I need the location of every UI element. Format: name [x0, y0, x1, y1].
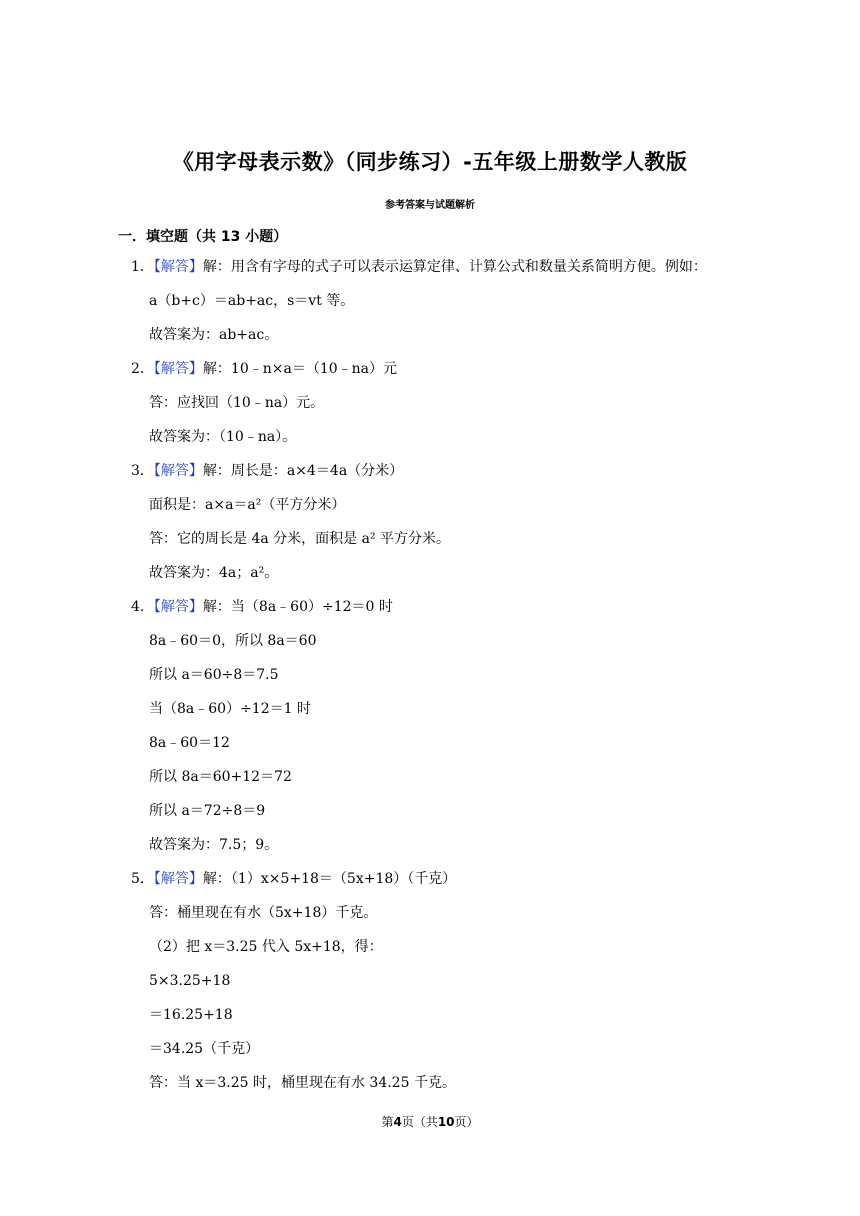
answer-line: 故答案为：ab+ac。 [149, 327, 279, 343]
answer-line-q4 [131, 598, 393, 616]
page-footer [0, 1113, 860, 1130]
answer-line: ＝34.25（千克） [149, 1041, 260, 1057]
answer-text: 解：当（8a﹣60）÷12＝0 时 [202, 599, 393, 615]
answer-line-q1 [131, 258, 707, 276]
question-number: 3． [131, 463, 154, 479]
answer-line: 答：它的周长是 4a 分米，面积是 a² 平方分米。 [149, 531, 451, 547]
footer-middle: 页（共 [401, 1115, 438, 1129]
answer-text: 解：（1）x×5+18＝（5x+18）（千克） [202, 871, 457, 887]
document-title: 《用字母表示数》（同步练习）-五年级上册数学人教版 [172, 150, 688, 174]
answer-line: 答：当 x＝3.25 时，桶里现在有水 34.25 千克。 [149, 1075, 456, 1091]
answer-tag: 【解答】 [153, 259, 203, 275]
answer-line-q2 [131, 360, 397, 378]
answer-line: 所以 a＝60÷8＝7.5 [149, 667, 279, 683]
answer-line: 答：应找回（10﹣na）元。 [149, 395, 325, 411]
section-heading: 一．填空题（共 13 小题） [118, 229, 288, 245]
answer-line-q5 [131, 870, 456, 888]
document-subtitle: 参考答案与试题解析 [385, 200, 475, 211]
answer-text: 解：10﹣n×a＝（10﹣na）元 [202, 361, 398, 377]
question-number: 5． [131, 871, 154, 887]
answer-text: 解：用含有字母的式子可以表示运算定律、计算公式和数量关系简明方便。例如： [202, 259, 707, 275]
answer-line: 答：桶里现在有水（5x+18）千克。 [149, 905, 378, 921]
answer-tag: 【解答】 [153, 463, 203, 479]
answer-line: 故答案为：7.5；9。 [149, 837, 279, 853]
answer-line: 故答案为：4a；a²。 [149, 565, 279, 581]
footer-prefix: 第 [381, 1115, 394, 1129]
answer-line-q3 [131, 462, 403, 480]
footer-suffix: 页） [454, 1115, 479, 1129]
footer-total-pages: 10 [437, 1115, 455, 1129]
footer-page-number: 4 [393, 1115, 402, 1129]
question-number: 1． [131, 259, 154, 275]
question-number: 4． [131, 599, 154, 615]
answer-line: 8a﹣60＝12 [149, 735, 230, 751]
answer-line: a（b+c）＝ab+ac，s＝vt 等。 [149, 293, 355, 309]
answer-line: 5×3.25+18 [149, 973, 231, 989]
answer-line: （2）把 x＝3.25 代入 5x+18，得： [149, 939, 383, 955]
answer-line: 所以 8a＝60+12＝72 [149, 769, 292, 785]
answer-tag: 【解答】 [153, 361, 203, 377]
answer-line: 所以 a＝72÷8＝9 [149, 803, 266, 819]
answer-tag: 【解答】 [153, 871, 203, 887]
answer-line: 面积是：a×a＝a²（平方分米） [149, 497, 346, 513]
question-number: 2． [131, 361, 154, 377]
answer-tag: 【解答】 [153, 599, 203, 615]
answer-text: 解：周长是：a×4＝4a（分米） [202, 463, 404, 479]
answer-line: 8a﹣60＝0，所以 8a＝60 [149, 633, 317, 649]
answer-line: 故答案为：（10﹣na）。 [149, 429, 297, 445]
answer-line: 当（8a﹣60）÷12＝1 时 [149, 701, 311, 717]
answer-line: ＝16.25+18 [149, 1007, 233, 1023]
